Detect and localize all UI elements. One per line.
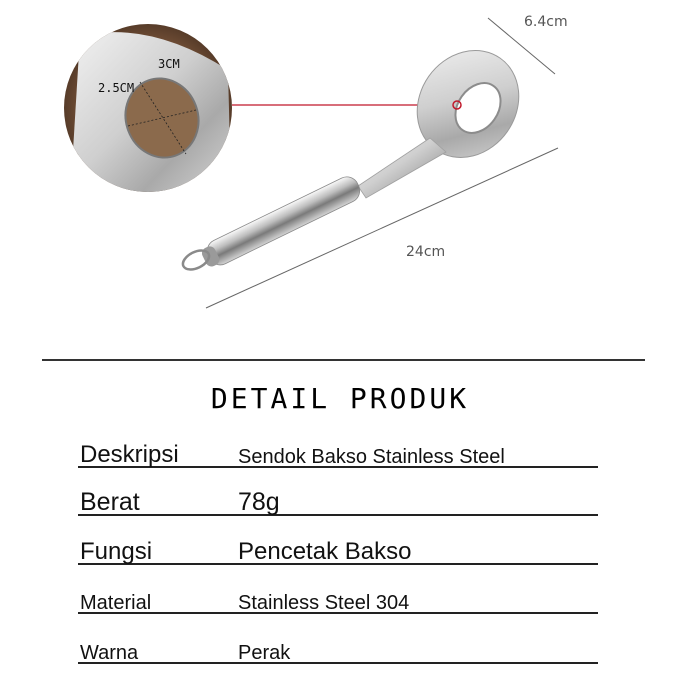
detail-key: Berat — [80, 488, 140, 516]
detail-value: 78g — [238, 488, 280, 516]
zoom-detail — [60, 24, 232, 200]
detail-key: Material — [80, 592, 152, 614]
hole-width-label: 6.4cm — [524, 14, 568, 30]
detail-row-deskripsi — [78, 438, 598, 468]
section-title: DETAIL PRODUK — [210, 382, 470, 415]
detail-key: Deskripsi — [80, 441, 179, 468]
detail-value: Pencetak Bakso — [238, 538, 412, 565]
detail-row-berat — [78, 486, 598, 516]
zoom-label-2-5cm: 2.5CM — [98, 81, 135, 95]
detail-row-warna — [78, 634, 598, 664]
hanging-ring — [180, 247, 212, 274]
detail-key: Fungsi — [80, 538, 153, 565]
section-divider — [42, 359, 645, 361]
detail-value: Sendok Bakso Stainless Steel — [238, 446, 505, 468]
length-label: 24cm — [406, 244, 446, 260]
spoon-neck — [358, 138, 446, 198]
detail-row-material — [78, 584, 598, 614]
zoom-label-3cm: 3CM — [158, 57, 180, 71]
spoon-handle — [199, 173, 364, 271]
product-illustration — [0, 0, 700, 340]
detail-value: Perak — [238, 642, 291, 664]
detail-value: Stainless Steel 304 — [238, 592, 410, 614]
detail-key: Warna — [80, 642, 139, 664]
detail-row-fungsi — [78, 535, 598, 565]
